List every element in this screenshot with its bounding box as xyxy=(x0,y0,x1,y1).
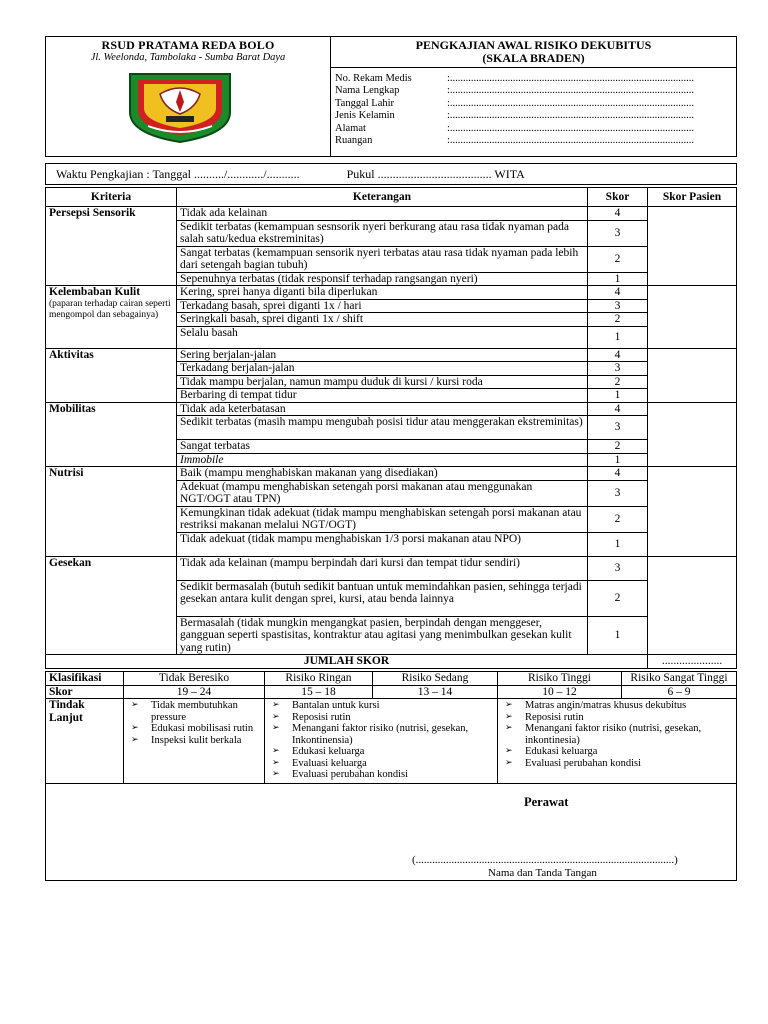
follow-up-low xyxy=(124,699,265,783)
follow-up-item: ➢ Reposisi rutin xyxy=(501,712,733,724)
criteria-score: 3 xyxy=(588,362,648,376)
criteria-label: Kelembaban Kulit xyxy=(49,286,141,298)
follow-up-item: ➢ Inspeksi kulit berkala xyxy=(127,735,261,747)
criteria-description: Tidak ada kelainan (mampu berpindah dari kursi dan tempat tidur sendiri) xyxy=(177,556,588,580)
criteria-description: Sering berjalan-jalan xyxy=(177,348,588,362)
criteria-description: Sedikit bermasalah (butuh sedikit bantuan untuk memindahkan pasien, sehingga terjadi gesekan antara kulit dengan sprei, kursi, atau benda lainnya xyxy=(177,580,588,616)
follow-up-item: ➢ Tidak membutuhkan pressure xyxy=(127,700,261,723)
follow-up-table xyxy=(45,699,737,784)
criteria-description: Tidak adekuat (tidak mampu menghabiskan 1/3 porsi makanan atau NPO) xyxy=(177,532,588,556)
criteria-score: 1 xyxy=(588,532,648,556)
criteria-name xyxy=(46,286,177,349)
score-range-4: 6 – 9 xyxy=(622,685,737,699)
total-row xyxy=(46,655,737,669)
hospital-block xyxy=(46,37,331,157)
follow-up-list-low xyxy=(127,700,261,746)
criteria-description: Tidak mampu berjalan, namun mampu duduk di kursi / kursi roda xyxy=(177,375,588,389)
criteria-label: Nutrisi xyxy=(49,467,84,479)
criteria-description: Berbaring di tempat tidur xyxy=(177,389,588,403)
criteria-name xyxy=(46,348,177,402)
class-risiko-sedang: Risiko Sedang xyxy=(373,672,498,686)
header-skor-pasien: Skor Pasien xyxy=(648,188,737,207)
criteria-note: (paparan terhadap cairan seperti mengompol dan sebagainya) xyxy=(49,298,171,320)
signature-role: Perawat xyxy=(524,794,569,809)
follow-up-item: ➢ Menangani faktor risiko (nutrisi, gesekan, Inkontinensia) xyxy=(268,723,494,746)
follow-up-medium xyxy=(265,699,498,783)
criteria-label: Aktivitas xyxy=(49,348,94,361)
criteria-label: Mobilitas xyxy=(49,402,96,415)
field-nama-lengkap[interactable]: Nama Lengkap :............................................................................................. xyxy=(335,85,695,97)
signature-caption: Nama dan Tanda Tangan xyxy=(488,866,597,879)
patient-score-cell[interactable] xyxy=(648,286,737,349)
score-range-row xyxy=(46,685,737,699)
criteria-description: Selalu basah xyxy=(177,326,588,348)
criteria-score: 2 xyxy=(588,375,648,389)
form-title-block xyxy=(331,37,737,157)
class-risiko-ringan: Risiko Ringan xyxy=(265,672,373,686)
follow-up-item: ➢ Evaluasi perubahan kondisi xyxy=(501,758,733,770)
follow-up-item: ➢ Edukasi keluarga xyxy=(501,746,733,758)
total-value[interactable]: ..................... xyxy=(648,655,737,669)
follow-up-list-medium xyxy=(268,700,494,781)
braden-table xyxy=(45,187,737,669)
patient-score-cell[interactable] xyxy=(648,207,737,286)
class-tidak-beresiko: Tidak Beresiko xyxy=(124,672,265,686)
score-range-2: 13 – 14 xyxy=(373,685,498,699)
criteria-score: 2 xyxy=(588,313,648,327)
criteria-description: Tidak ada kelainan xyxy=(177,207,588,221)
form-subtitle: (SKALA BRADEN) xyxy=(482,51,585,65)
criteria-description: Kering, sprei hanya diganti bila diperlukan xyxy=(177,286,588,300)
field-alamat[interactable]: Alamat :............................................................................................. xyxy=(335,122,695,134)
criteria-description: Sepenuhnya terbatas (tidak responsif terhadap rangsangan nyeri) xyxy=(177,272,588,286)
assessment-time[interactable] xyxy=(45,163,737,185)
criteria-description: Terkadang basah, sprei diganti 1x / hari xyxy=(177,299,588,313)
criteria-label: Persepsi Sensorik xyxy=(49,207,136,219)
follow-up-item: ➢ Evaluasi keluarga xyxy=(268,758,494,770)
criteria-description: Sangat terbatas xyxy=(177,440,588,454)
classification-row xyxy=(46,672,737,686)
follow-up-item: ➢ Matras angin/matras khusus dekubitus xyxy=(501,700,733,712)
signature-block xyxy=(45,784,737,881)
class-risiko-sangat-tinggi: Risiko Sangat Tinggi xyxy=(622,672,737,686)
classification-table xyxy=(45,671,737,699)
follow-up-item: ➢ Bantalan untuk kursi xyxy=(268,700,494,712)
signature-line[interactable]: (..............................................................................................) xyxy=(412,853,678,866)
criteria-score: 3 xyxy=(588,416,648,440)
criteria-option-row xyxy=(46,402,737,416)
criteria-description: Terkadang berjalan-jalan xyxy=(177,362,588,376)
patient-score-cell[interactable] xyxy=(648,348,737,402)
hospital-logo xyxy=(126,68,234,144)
hospital-name: RSUD PRATAMA REDA BOLO xyxy=(101,38,275,52)
patient-score-cell[interactable] xyxy=(648,556,737,655)
criteria-score: 2 xyxy=(588,440,648,454)
criteria-score: 1 xyxy=(588,272,648,286)
patient-score-cell[interactable] xyxy=(648,402,737,467)
score-range-label: Skor xyxy=(46,685,124,699)
form-header xyxy=(45,36,737,157)
score-range-3: 10 – 12 xyxy=(498,685,622,699)
criteria-score: 2 xyxy=(588,246,648,272)
criteria-body xyxy=(46,207,737,655)
criteria-name xyxy=(46,402,177,467)
patient-identity xyxy=(335,73,736,147)
criteria-description: Sedikit terbatas (masih mampu mengubah posisi tidur atau menggerakan ekstreminitas) xyxy=(177,416,588,440)
criteria-description: Sedikit terbatas (kemampuan sesnsorik nyeri berkurang atau rasa tidak nyaman pada salah satu/kedua ekstreminitas) xyxy=(177,220,588,246)
form-title: PENGKAJIAN AWAL RISIKO DEKUBITUS xyxy=(415,38,652,52)
criteria-description: Sangat terbatas (kemampuan sensorik nyeri terbatas atau rasa tidak nyaman pada lebih dari setengah bagian tubuh) xyxy=(177,246,588,272)
criteria-description: Tidak ada keterbatasan xyxy=(177,402,588,416)
assessment-form xyxy=(45,36,737,881)
criteria-score: 1 xyxy=(588,326,648,348)
criteria-score: 3 xyxy=(588,556,648,580)
criteria-name xyxy=(46,556,177,655)
follow-up-item: ➢ Evaluasi perubahan kondisi xyxy=(268,769,494,781)
criteria-score: 1 xyxy=(588,616,648,655)
criteria-option-row xyxy=(46,286,737,300)
hospital-address: Jl. Weelonda, Tambolaka - Sumba Barat Daya xyxy=(90,51,286,63)
criteria-option-row xyxy=(46,467,737,481)
field-rekam-medis[interactable]: No. Rekam Medis :............................................................................................. xyxy=(335,73,695,84)
score-range-1: 15 – 18 xyxy=(265,685,373,699)
criteria-option-row xyxy=(46,207,737,221)
criteria-score: 3 xyxy=(588,220,648,246)
criteria-score: 2 xyxy=(588,580,648,616)
criteria-score: 3 xyxy=(588,480,648,506)
header-kriteria: Kriteria xyxy=(46,188,177,207)
criteria-score: 4 xyxy=(588,286,648,300)
follow-up-label: Tindak Lanjut xyxy=(46,699,124,783)
criteria-score: 4 xyxy=(588,348,648,362)
criteria-score: 4 xyxy=(588,207,648,221)
criteria-name xyxy=(46,207,177,286)
criteria-name xyxy=(46,467,177,557)
follow-up-item: ➢ Edukasi mobilisasi rutin xyxy=(127,723,261,735)
criteria-description: Bermasalah (tidak mungkin mengangkat pasien, berpindah dengan menggeser, gangguan seperti spastisitas, kontraktur atau agitasi yang menimbulkan gesekan kulit yang rutin) xyxy=(177,616,588,655)
criteria-score: 1 xyxy=(588,453,648,467)
criteria-option-row xyxy=(46,348,737,362)
class-risiko-tinggi: Risiko Tinggi xyxy=(498,672,622,686)
assessment-hour[interactable]: Pukul ...................................... WITA xyxy=(346,167,525,181)
assessment-date[interactable]: Waktu Pengkajian : Tanggal ........../............/........... xyxy=(56,167,300,181)
criteria-description: Kemungkinan tidak adekuat (tidak mampu menghabiskan setengah porsi makanan atau restriksi makanan melalui NGT/OGT) xyxy=(177,506,588,532)
criteria-description: Baik (mampu menghabiskan makanan yang disediakan) xyxy=(177,467,588,481)
follow-up-item: ➢ Menangani faktor risiko (nutrisi, gesekan, inkontinesia) xyxy=(501,723,733,746)
field-jenis-kelamin[interactable]: Jenis Kelamin :............................................................................................. xyxy=(335,110,695,122)
follow-up-high xyxy=(498,699,737,783)
criteria-score: 4 xyxy=(588,402,648,416)
total-label: JUMLAH SKOR xyxy=(46,655,648,669)
criteria-score: 2 xyxy=(588,506,648,532)
follow-up-list-high xyxy=(501,700,733,769)
criteria-score: 4 xyxy=(588,467,648,481)
header-keterangan: Keterangan xyxy=(177,188,588,207)
classification-label: Klasifikasi xyxy=(46,672,124,686)
score-range-0: 19 – 24 xyxy=(124,685,265,699)
criteria-description: Seringkali basah, sprei diganti 1x / shift xyxy=(177,313,588,327)
field-ruangan[interactable]: Ruangan :............................................................................................. xyxy=(335,135,695,147)
criteria-description: Immobile xyxy=(177,453,588,467)
follow-up-item: ➢ Edukasi keluarga xyxy=(268,746,494,758)
criteria-description: Adekuat (mampu menghabiskan setengah porsi makanan atau menggunakan NGT/OGT atau TPN) xyxy=(177,480,588,506)
header-skor: Skor xyxy=(588,188,648,207)
patient-score-cell[interactable] xyxy=(648,467,737,557)
field-tanggal-lahir[interactable]: Tanggal Lahir :............................................................................................. xyxy=(335,97,695,109)
criteria-score: 3 xyxy=(588,299,648,313)
criteria-label: Gesekan xyxy=(49,556,92,569)
criteria-score: 1 xyxy=(588,389,648,403)
criteria-option-row xyxy=(46,556,737,580)
follow-up-item: ➢ Reposisi rutin xyxy=(268,712,494,724)
